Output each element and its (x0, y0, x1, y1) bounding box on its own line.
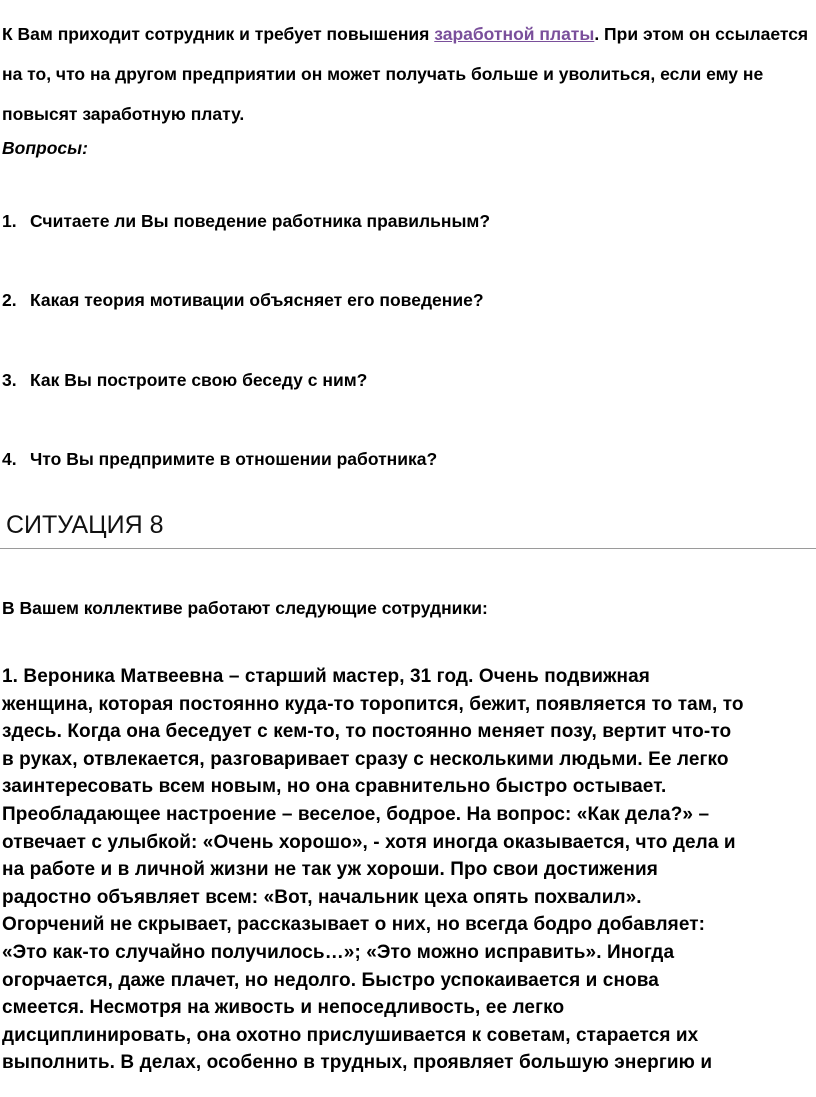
question-item (2, 370, 367, 391)
paragraph-line: заинтересовать всем новым, но она сравнительно быстро остывает. (2, 776, 667, 798)
question-item (2, 449, 437, 470)
paragraph-line: смеется. Несмотря на живость и непоседливость, ее легко (2, 997, 565, 1019)
section-divider (0, 548, 816, 549)
paragraph-line: «Это как-то случайно получилось…»; «Это можно исправить». Иногда (2, 941, 675, 963)
veronika-description (2, 663, 816, 1077)
questions-label: Вопросы: (2, 138, 88, 158)
intro-text-end: . При этом он ссылается на то, что на другом предприятии он может получать больше и уволиться, если ему не повысят заработную плату. (2, 24, 809, 124)
collective-intro: В Вашем коллективе работают следующие сотрудники: (2, 598, 488, 618)
paragraph-line: на работе и в личной жизни не так уж хороши. Про свои достижения (2, 859, 658, 881)
question-number: 4. (2, 449, 17, 469)
paragraph-line: Огорчений не скрывает, рассказывает о них, но всегда бодро добавляет: (2, 914, 706, 936)
question-text: Какая теория мотивации объясняет его поведение? (30, 290, 484, 310)
intro-text-start: К Вам приходит сотрудник и требует повышения (2, 24, 435, 44)
question-text: Как Вы построите свою беседу с ним? (30, 370, 368, 390)
paragraph-line: здесь. Когда она беседует с кем-то, то постоянно меняет позу, вертит что-то (2, 721, 732, 743)
paragraph-line: женщина, которая постоянно куда-то торопится, бежит, появляется то там, то (2, 693, 744, 715)
question-number: 2. (2, 290, 17, 310)
question-item (2, 211, 490, 232)
question-text: Что Вы предпримите в отношении работника? (30, 449, 438, 469)
paragraph-line: отвечает с улыбкой: «Очень хорошо», - хотя иногда оказывается, что дела и (2, 831, 736, 853)
paragraph-line: дисциплинировать, она охотно прислушивается к советам, старается их (2, 1024, 699, 1046)
question-number: 1. (2, 211, 17, 231)
question-text: Считаете ли Вы поведение работника правильным? (30, 211, 491, 231)
paragraph-line: 1. Вероника Матвеевна – старший мастер, 31 год. Очень подвижная (2, 666, 650, 687)
paragraph-line: огорчается, даже плачет, но недолго. Быстро успокаивается и снова (2, 969, 659, 991)
paragraph-line: в руках, отвлекается, разговаривает сразу с несколькими людьми. Ее легко (2, 748, 729, 770)
salary-link[interactable]: заработной платы (434, 24, 595, 44)
paragraph-line: Преобладающее настроение – веселое, бодрое. На вопрос: «Как дела?» – (2, 803, 710, 825)
intro-paragraph (2, 14, 814, 134)
question-number: 3. (2, 370, 17, 390)
question-item (2, 290, 484, 311)
situation-heading: СИТУАЦИЯ 8 (6, 511, 164, 539)
paragraph-line: радостно объявляет всем: «Вот, начальник цеха опять похвалил». (2, 886, 642, 908)
paragraph-line: выполнить. В делах, особенно в трудных, проявляет большую энергию и (2, 1052, 713, 1074)
